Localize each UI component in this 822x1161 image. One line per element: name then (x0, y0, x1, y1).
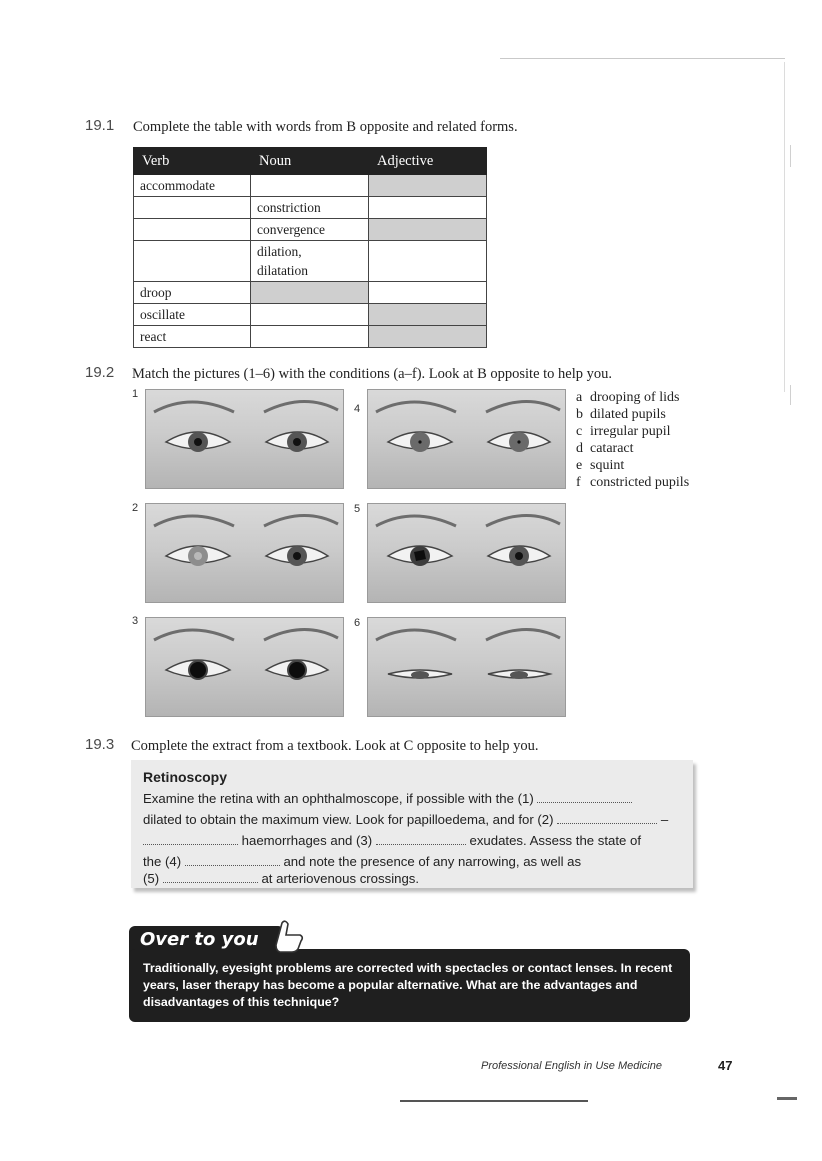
extract-title: Retinoscopy (143, 769, 228, 785)
list-item (576, 440, 689, 457)
picture-number: 3 (132, 615, 139, 627)
picture-number: 4 (354, 403, 361, 415)
right-rule (784, 62, 785, 392)
table-cell: accommodate (134, 175, 251, 197)
answer-cell[interactable] (134, 241, 251, 282)
extract-text: at arteriovenous crossings. (261, 871, 420, 886)
extract-text: (5) (143, 871, 160, 886)
exercise-instruction: Complete the table with words from B opposite and related forms. (133, 119, 518, 135)
answer-cell[interactable] (369, 282, 487, 304)
eye-photo-5 (367, 503, 566, 603)
option-text: dilated pupils (590, 407, 666, 422)
answer-cell[interactable] (251, 175, 369, 197)
extract-text: and note the presence of any narrowing, as well as (283, 854, 582, 869)
list-item (576, 423, 689, 440)
exercise-number: 19.2 (85, 364, 115, 381)
noun-line: dilation, (257, 244, 302, 259)
over-to-you-text: Traditionally, eyesight problems are corrected with spectacles or contact lenses. In recent years, laser therapy has become a popular alternative. What are the advantages and disadvantages of this technique? (143, 961, 673, 1009)
extract-box (131, 760, 693, 888)
table-row (134, 219, 487, 241)
blank-2-continued[interactable] (143, 834, 238, 845)
list-item (576, 457, 689, 474)
answer-cell[interactable] (251, 326, 369, 348)
table-cell: droop (134, 282, 251, 304)
option-letter: e (576, 458, 583, 473)
option-letter: d (576, 441, 583, 456)
table-cell: constriction (251, 197, 369, 219)
exercise-number: 19.1 (85, 117, 115, 134)
eyes-irregular-image (368, 504, 565, 602)
exercise-instruction: Complete the extract from a textbook. Look at C opposite to help you. (131, 738, 539, 754)
extract-text: – (660, 812, 669, 827)
option-text: squint (590, 458, 625, 473)
shaded-cell (251, 282, 369, 304)
answer-cell[interactable] (134, 219, 251, 241)
shaded-cell (369, 326, 487, 348)
table-row (134, 326, 487, 348)
list-item (576, 474, 689, 491)
page-number: 47 (718, 1058, 733, 1073)
extract-line (143, 833, 641, 848)
extract-text: Examine the retina with an ophthalmoscope, if possible with the (1) (143, 791, 534, 806)
answer-cell[interactable] (369, 241, 487, 282)
picture-number: 6 (354, 617, 361, 629)
extract-line (143, 791, 632, 806)
extract-line (143, 812, 668, 827)
eye-photo-3 (145, 617, 344, 717)
top-rule (500, 58, 785, 59)
conditions-list (576, 389, 689, 491)
extract-text: the (4) (143, 854, 182, 869)
margin-mark (790, 145, 791, 167)
blank-4[interactable] (185, 855, 280, 866)
answer-cell[interactable] (134, 197, 251, 219)
list-item (576, 389, 689, 406)
eyes-drooping-image (368, 618, 565, 716)
exercise-number: 19.3 (85, 736, 115, 753)
option-letter: a (576, 390, 583, 405)
margin-mark (777, 1097, 797, 1100)
table-cell: oscillate (134, 304, 251, 326)
answer-cell[interactable] (251, 304, 369, 326)
picture-number: 2 (132, 502, 139, 514)
option-letter: f (576, 475, 581, 490)
column-header: Adjective (369, 148, 487, 175)
option-letter: c (576, 424, 583, 439)
book-title: Professional English in Use Medicine (481, 1060, 662, 1072)
eye-photo-2 (145, 503, 344, 603)
eyes-dilated-image (146, 618, 343, 716)
eyes-cataract-image (146, 504, 343, 602)
table-cell: convergence (251, 219, 369, 241)
table-row (134, 304, 487, 326)
option-text: cataract (590, 441, 634, 456)
extract-line (143, 871, 419, 886)
picture-number: 5 (354, 503, 361, 515)
blank-3[interactable] (376, 834, 466, 845)
over-to-you-title: Over to you (140, 929, 259, 950)
table-row (134, 241, 487, 282)
table-row (134, 197, 487, 219)
blank-1[interactable] (537, 792, 632, 803)
eye-photo-4 (367, 389, 566, 489)
table-header-row (134, 148, 487, 175)
extract-text: haemorrhages and (3) (241, 833, 373, 848)
eye-photo-1 (145, 389, 344, 489)
table-cell: react (134, 326, 251, 348)
margin-mark (790, 385, 791, 405)
table-row (134, 282, 487, 304)
extract-text: dilated to obtain the maximum view. Look for papilloedema, and for (2) (143, 812, 554, 827)
shaded-cell (369, 219, 487, 241)
shaded-cell (369, 175, 487, 197)
column-header: Verb (134, 148, 251, 175)
table-row (134, 175, 487, 197)
word-table (133, 147, 487, 348)
exercise-instruction: Match the pictures (1–6) with the conditions (a–f). Look at B opposite to help you. (132, 366, 613, 382)
blank-2[interactable] (557, 813, 657, 824)
pointing-hand-icon (268, 915, 310, 955)
eyes-squint-image (146, 390, 343, 488)
noun-line: dilatation (257, 263, 308, 278)
option-letter: b (576, 407, 583, 422)
eyes-constricted-image (368, 390, 565, 488)
option-text: constricted pupils (590, 475, 690, 490)
blank-5[interactable] (163, 872, 258, 883)
extract-text: exudates. Assess the state of (469, 833, 642, 848)
picture-number: 1 (132, 388, 139, 400)
shaded-cell (369, 304, 487, 326)
option-text: irregular pupil (590, 424, 671, 439)
eye-photo-6 (367, 617, 566, 717)
extract-line (143, 854, 581, 869)
option-text: drooping of lids (590, 390, 680, 405)
answer-cell[interactable] (369, 197, 487, 219)
list-item (576, 406, 689, 423)
bottom-rule (400, 1100, 588, 1102)
column-header: Noun (251, 148, 369, 175)
table-cell (251, 241, 369, 282)
